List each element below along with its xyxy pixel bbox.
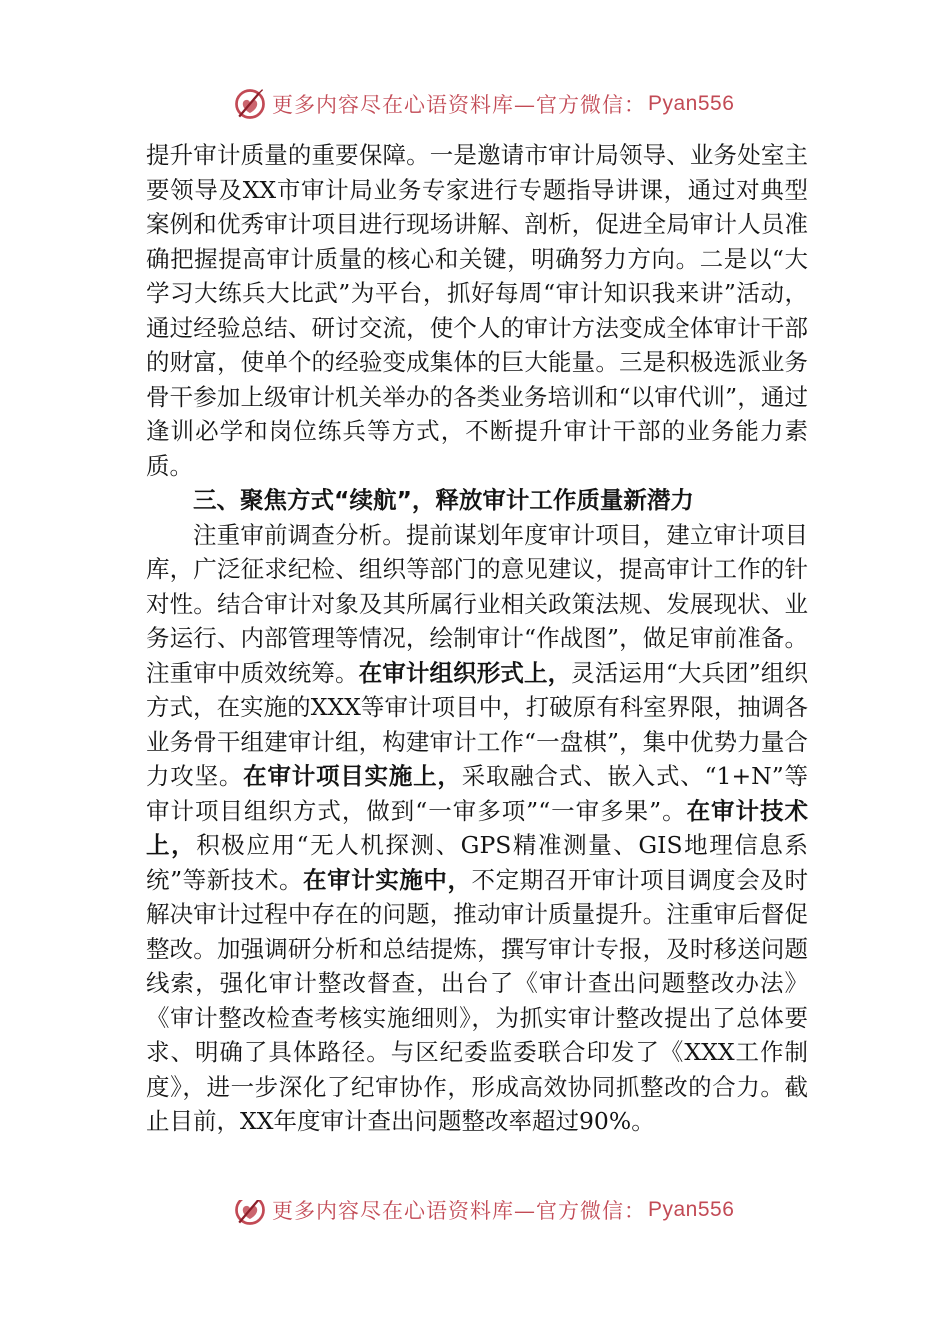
text-run: 积极应用“无人机探测、GPS精准测量、GIS地理信息系统”等新技术。 — [146, 831, 809, 894]
heart-pen-logo-icon — [232, 86, 268, 122]
bold-phrase: 在审计项目实施上， — [243, 762, 462, 790]
section-heading: 三、聚焦方式“续航”，释放审计工作质量新潜力 — [193, 486, 694, 514]
header-watermark — [232, 84, 752, 124]
footer-watermark-id: Pyan556 — [648, 1200, 735, 1221]
text-run: 不定期召开审计项目调度会及时解决审计过程中存在的问题，推动审计质量提升。注重审后督促整改。加强调研分析和总结提炼，撰写审计专报，及时移送问题线索，强化审计整改督查，出台了《审计查出问题整改办法》《审计整改检查考核实施细则》，为抓实审计整改提出了总体要求、明确了具体路径。与区纪委监委联合印发了《XXX工作制度》，进一步深化了纪审协作，形成高效协同抓整改的合力。截止目前，XX年度审计查出问题整改率超过90%。 — [146, 865, 809, 1135]
text-run: 采取融合式、嵌入式、“1+N”等审计项目组织方式，做到“一审多项”“一审多果”。 — [146, 762, 809, 825]
bold-phrase: 在审计组织形式上， — [358, 658, 572, 687]
header-watermark-text: 更多内容尽在心语资料库—官方微信： — [272, 93, 646, 117]
footer-watermark — [232, 1200, 752, 1234]
footer-watermark-text: 更多内容尽在心语资料库—官方微信： — [272, 1200, 646, 1223]
bold-phrase: 在审计实施中， — [303, 865, 472, 894]
header-watermark-id: Pyan556 — [648, 92, 735, 115]
text-run: 注重审前调查分析。提前谋划年度审计项目，建立审计项目库，广泛征求纪检、组织等部门的意见建议，提高审计工作的针对性。结合审计对象及其所属行业相关政策法规、发展现状、业务运行、内部管理等情况，绘制审计“作战图”，做足审前准备。注重审中质效统筹。 — [146, 520, 808, 687]
bold-phrase: 在审计技术上， — [146, 796, 808, 859]
paragraph-methods — [146, 518, 808, 1139]
paragraph-training: 提升审计质量的重要保障。一是邀请市审计局领导、业务处室主要领导及XX市审计局业务专家进行专题指导讲课，通过对典型案例和优秀审计项目进行现场讲解、剖析，促进全局审计人员准确把握提高审计质量的核心和关键，明确努力方向。二是以“大学习大练兵大比武”为平台，抓好每周“审计知识我来讲”活动，通过经验总结、研讨交流，使个人的审计方法变成全体审计干部的财富，使单个的经验变成集体的巨大能量。三是积极选派业务骨干参加上级审计机关举办的各类业务培训和“以审代训”，通过逢训必学和岗位练兵等方式，不断提升审计干部的业务能力素质。 — [146, 141, 808, 480]
document-body — [146, 138, 808, 1139]
heart-pen-logo-icon — [232, 1200, 268, 1228]
text-run: 灵活运用“大兵团”组织方式，在实施的XXX等审计项目中，打破原有科室界限，抽调各业务骨干组建审计组，构建审计工作“一盘棋”，集中优势力量合力攻坚。 — [146, 658, 809, 790]
